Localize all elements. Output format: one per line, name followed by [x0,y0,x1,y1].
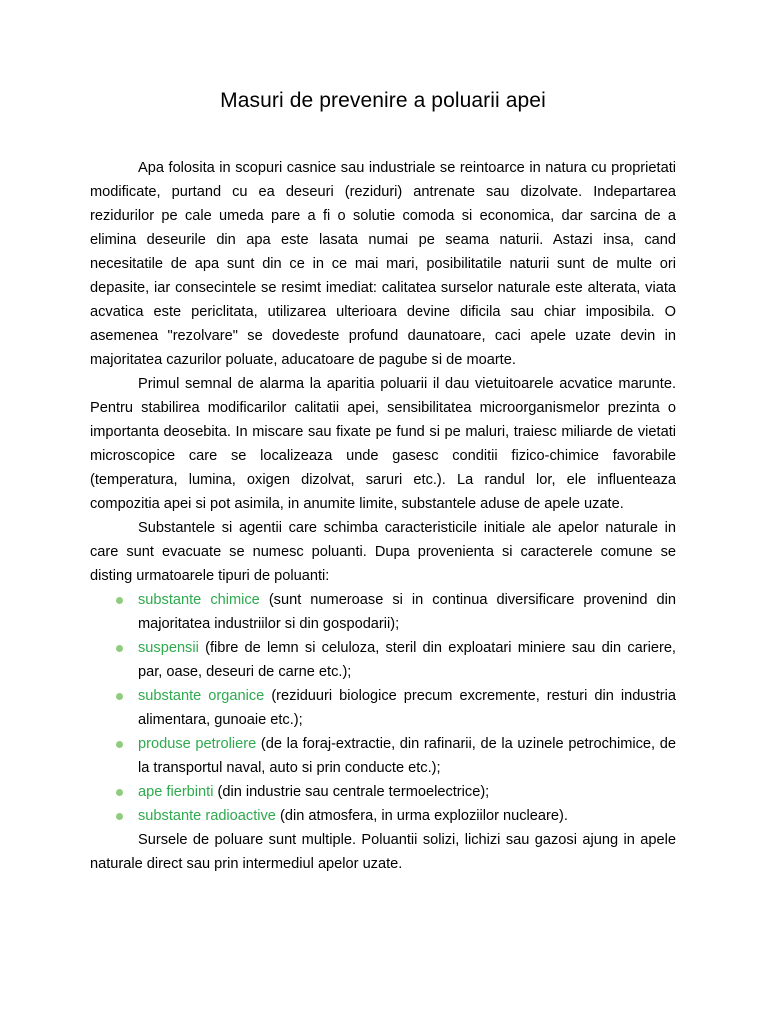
pollutant-term: substante chimice [138,592,260,608]
list-item [90,684,676,732]
document-page [90,86,676,876]
list-item [90,732,676,780]
pollutant-description: (din atmosfera, in urma exploziilor nucleare). [275,808,568,824]
pollutant-description: (reziduuri biologice precum excremente, resturi din industria alimentara, gunoaie etc.); [138,688,676,728]
pollutant-list [90,588,676,828]
pollutant-term: produse petroliere [138,736,257,752]
paragraph-pollutants-intro: Substantele si agentii care schimba caracteristicile initiale ale apelor naturale in care sunt evacuate se numesc poluanti. Dupa provenienta si caracterele comune se disting urmatoarele tipuri de poluanti: [90,520,676,584]
bullet-icon [116,789,123,796]
bullet-icon [116,597,123,604]
bullet-icon [116,813,123,820]
pollutant-term: ape fierbinti [138,784,214,800]
pollutant-description: (fibre de lemn si celuloza, steril din exploatari miniere sau din cariere, par, oase, deseuri de carne etc.); [138,640,676,680]
list-item [90,804,676,828]
paragraph-intro: Apa folosita in scopuri casnice sau industriale se reintoarce in natura cu proprietati modificate, purtand cu ea deseuri (reziduri) antrenate sau dizolvate. Indepartarea rezidurilor pe cale umeda pare a fi o solutie comoda si economica, dar sarcina de a elimina deseurile din apa este lasata numai pe seama naturii. Astazi insa, cand necesitatile de apa sunt din ce in ce mai mari, posibilitatile naturii sunt de multe ori depasite, iar consecintele se resimt imediat: calitatea surselor naturale este alterata, viata acvatica este periclitata, utilizarea ulterioara devine dificila sau chiar imposibila. O asemenea "rezolvare" se dovedeste profund daunatoare, caci apele uzate devin in majoritatea cazurilor poluate, aducatoare de pagube si de moarte. [90,160,676,368]
bullet-icon [116,741,123,748]
pollutant-term: substante organice [138,688,265,704]
bullet-icon [116,645,123,652]
pollutant-description: (sunt numeroase si in continua diversificare provenind din majoritatea industriilor si din gospodarii); [138,592,676,632]
list-item [90,588,676,636]
paragraph-sources: Sursele de poluare sunt multiple. Poluantii solizi, lichizi sau gazosi ajung in apele naturale direct sau prin intermediul apelor uzate. [90,832,676,872]
bullet-icon [116,693,123,700]
paragraph-microorganisms: Primul semnal de alarma la aparitia poluarii il dau vietuitoarele acvatice marunte. Pentru stabilirea modificarilor calitatii apei, sensibilitatea microorganismelor prezinta o importanta deosebita. In miscare sau fixate pe fund si pe maluri, traiesc miliarde de vietati microscopice care se localizeaza unde gasesc conditii fizico-chimice favorabile (temperatura, lumina, oxigen dizolvat, saruri etc.). La randul lor, ele influenteaza compozitia apei si pot asimila, in anumite limite, substantele aduse de apele uzate. [90,376,676,512]
pollutant-description: (de la foraj-extractie, din rafinarii, de la uzinele petrochimice, de la transportul naval, auto si prin conducte etc.); [138,736,676,776]
pollutant-term: suspensii [138,640,199,656]
pollutant-description: (din industrie sau centrale termoelectrice); [213,784,490,800]
list-item [90,636,676,684]
pollutant-term: substante radioactive [138,808,276,824]
list-item [90,780,676,804]
page-title: Masuri de prevenire a poluarii apei [220,89,546,112]
